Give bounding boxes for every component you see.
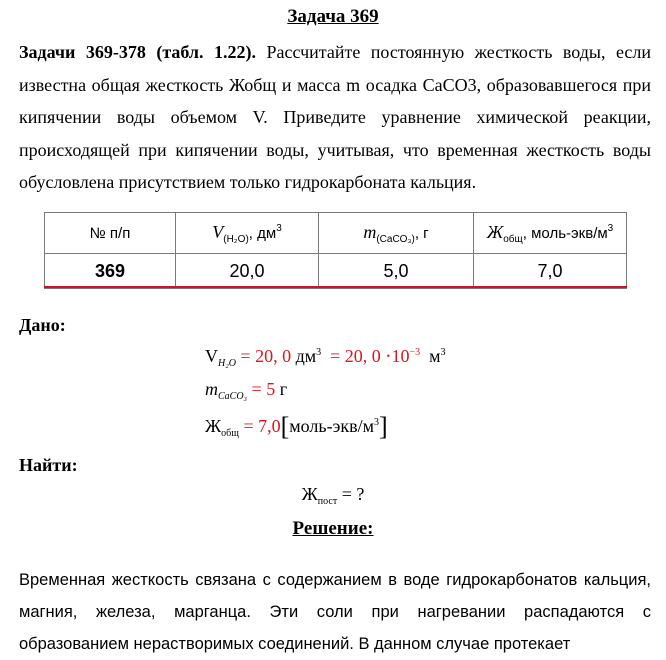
given-label: Дано: [19,315,66,335]
table-header-row [45,213,627,254]
find-label: Найти: [19,455,78,475]
cell-volume: 20,0 [176,254,319,289]
header-mass: $m_{(CaCO_3)}$, г [319,213,474,254]
given-hardness: $Ж_{общ}$ = $7,0[моль-экв/м^3]$ [205,412,388,441]
problem-lead: Задачи 369-378 (табл. 1.22). [19,42,256,62]
solution-text: Временная жесткость связана с содержанием в воде гидрокарбонатов кальция, магния, железа, марганца. Эти соли при нагревании распадаются с образованием нерастворимых соединений. В данном случае протекает [19,571,651,653]
cell-mass: 5,0 [319,254,474,289]
header-volume: $V_{(H_2O)}$, $дм^3$ [176,213,319,254]
problem-text: Рассчитайте постоянную жесткость воды, если известна общая жесткость Жобщ и масса m осадка CaCO3, образовавшегося при кипячении воды объемом V. Приведите уравнение химической реакции, происходящей при кипячении воды, учитывая, что временная жесткость воды обусловлена присутствием только гидрокарбоната кальция. [19,42,652,192]
cell-hardness: 7,0 [474,254,627,289]
cell-num: 369 [45,254,176,289]
solution-heading: Решение: [292,518,374,539]
header-num: № п/п [45,213,176,254]
data-table [44,212,627,289]
table-row [45,254,627,289]
table-underline [44,286,627,288]
given-mass: $m_{CaCO_3} = 5$ г [205,379,288,402]
header-hardness: $Ж_{общ}$, моль-$экв/м^3$ [474,213,627,254]
problem-statement [19,36,651,199]
find-expression: $Ж_{пост}$ = ? [301,484,365,507]
page-title: Задача 369 [287,6,379,27]
given-volume: $V_{H_2O} = 20$, 0 $дм^3 = 20$, $0 \cdot 10^{-3}$ $м^3$ [205,346,446,369]
